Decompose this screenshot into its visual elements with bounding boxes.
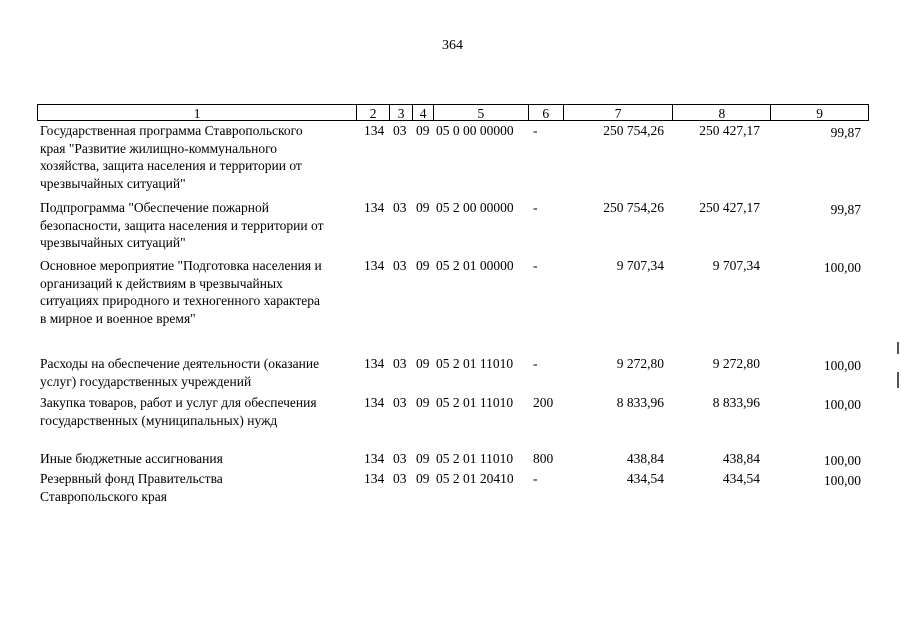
planned-amount: 434,54	[626, 471, 664, 486]
execution-percent: 100,00	[823, 260, 861, 275]
row-name	[37, 199, 357, 252]
planned-amount: 8 833,96	[616, 395, 664, 410]
execution-percent: 99,87	[830, 202, 861, 217]
execution-percent: 99,87	[830, 125, 861, 140]
executed-amount: 9 707,34	[712, 258, 760, 273]
expense-type-code: 800	[533, 451, 554, 466]
chapter-code: 134	[364, 200, 385, 215]
target-article-code: 05 2 01 20410	[436, 471, 514, 486]
row-name-line: Подпрограмма "Обеспечение пожарной	[40, 200, 269, 215]
expense-type-code: 200	[533, 395, 554, 410]
row-name-line: Расходы на обеспечение деятельности (оказание	[40, 356, 320, 371]
header-cell: 6	[529, 105, 564, 120]
execution-percent: 100,00	[823, 358, 861, 373]
table-row	[37, 122, 869, 192]
row-name-line: хозяйства, защита населения и территории от	[40, 158, 302, 173]
expense-type-code: -	[533, 356, 538, 371]
row-name-line: в мирное и военное время"	[40, 310, 196, 326]
chapter-code: 134	[364, 471, 385, 486]
header-cell: 3	[390, 105, 413, 120]
section-code: 03	[393, 123, 407, 138]
planned-amount: 9 707,34	[616, 258, 664, 273]
row-name-line: услуг) государственных учреждений	[40, 373, 252, 389]
subsection-code: 09	[416, 451, 430, 466]
section-code: 03	[393, 471, 407, 486]
section-code: 03	[393, 356, 407, 371]
subsection-code: 09	[416, 356, 430, 371]
expense-type-code: -	[533, 123, 538, 138]
section-code: 03	[393, 200, 407, 215]
planned-amount: 250 754,26	[603, 123, 664, 138]
target-article-code: 05 2 01 11010	[436, 395, 514, 410]
chapter-code: 134	[364, 395, 385, 410]
header-cell: 1	[38, 105, 357, 120]
subsection-code: 09	[416, 200, 430, 215]
execution-percent: 100,00	[823, 397, 861, 412]
executed-amount: 9 272,80	[712, 356, 760, 371]
execution-percent: 100,00	[823, 453, 861, 468]
target-article-code: 05 0 00 00000	[436, 123, 514, 138]
executed-amount: 250 427,17	[699, 123, 760, 138]
row-name-line: безопасности, защита населения и территории от	[40, 217, 324, 233]
planned-amount: 438,84	[626, 451, 664, 466]
chapter-code: 134	[364, 356, 385, 371]
table-row	[37, 470, 869, 505]
target-article-code: 05 2 01 11010	[436, 356, 514, 371]
expense-type-code: -	[533, 200, 538, 215]
subsection-code: 09	[416, 471, 430, 486]
row-name-line: Резервный фонд Правительства	[40, 471, 223, 486]
target-article-code: 05 2 01 11010	[436, 451, 514, 466]
executed-amount: 250 427,17	[699, 200, 760, 215]
target-article-code: 05 2 01 00000	[436, 258, 514, 273]
table-row	[37, 450, 869, 470]
planned-amount: 9 272,80	[616, 356, 664, 371]
row-name-line: Основное мероприятие "Подготовка населения и	[40, 258, 322, 273]
row-name	[37, 355, 357, 390]
row-name	[37, 122, 357, 192]
row-name	[37, 470, 357, 505]
row-name-line: Ставропольского края	[40, 488, 167, 504]
subsection-code: 09	[416, 123, 430, 138]
row-name	[37, 394, 357, 429]
section-code: 03	[393, 451, 407, 466]
target-article-code: 05 2 00 00000	[436, 200, 514, 215]
header-cell: 2	[357, 105, 390, 120]
section-code: 03	[393, 395, 407, 410]
table-row	[37, 355, 869, 390]
row-name-line: государственных (муниципальных) нужд	[40, 412, 278, 428]
table-header	[37, 104, 869, 121]
executed-amount: 438,84	[722, 451, 760, 466]
expense-type-code: -	[533, 471, 538, 486]
header-cell: 8	[673, 105, 771, 120]
executed-amount: 8 833,96	[712, 395, 760, 410]
expense-type-code: -	[533, 258, 538, 273]
row-name-line: Закупка товаров, работ и услуг для обеспечения	[40, 395, 317, 410]
row-name-line: организаций к действиям в чрезвычайных	[40, 275, 283, 291]
row-name-line: края "Развитие жилищно-коммунального	[40, 140, 278, 156]
executed-amount: 434,54	[722, 471, 760, 486]
header-cell: 5	[434, 105, 529, 120]
table-row	[37, 257, 869, 327]
table-row	[37, 199, 869, 252]
row-name	[37, 450, 357, 470]
header-cell: 9	[816, 106, 823, 120]
row-name-line: чрезвычайных ситуаций"	[40, 175, 186, 191]
execution-percent: 100,00	[823, 473, 861, 488]
subsection-code: 09	[416, 395, 430, 410]
row-name	[37, 257, 357, 327]
header-cell: 4	[413, 105, 434, 120]
table-row	[37, 394, 869, 429]
chapter-code: 134	[364, 123, 385, 138]
budget-table	[37, 104, 869, 504]
chapter-code: 134	[364, 258, 385, 273]
section-code: 03	[393, 258, 407, 273]
row-name-line: Иные бюджетные ассигнования	[40, 451, 223, 466]
row-name-line: чрезвычайных ситуаций"	[40, 235, 186, 250]
header-cell: 7	[564, 105, 674, 120]
row-name-line: Государственная программа Ставропольского	[40, 123, 303, 138]
row-name-line: ситуациях природного и техногенного характера	[40, 293, 320, 308]
scan-edge-mark	[897, 372, 899, 388]
planned-amount: 250 754,26	[603, 200, 664, 215]
page-number: 364	[442, 38, 463, 53]
subsection-code: 09	[416, 258, 430, 273]
chapter-code: 134	[364, 451, 385, 466]
scan-edge-mark	[897, 342, 899, 354]
